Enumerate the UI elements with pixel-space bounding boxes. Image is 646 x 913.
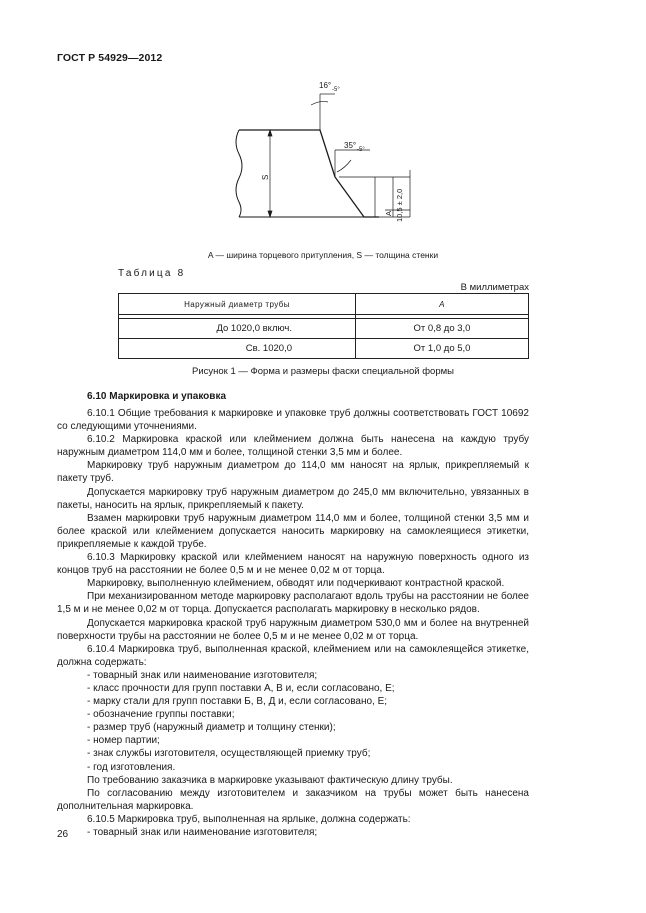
body-text bbox=[57, 407, 529, 839]
table-cell: Св. 1020,0 bbox=[119, 339, 356, 359]
section-title: 6.10 Маркировка и упаковка bbox=[87, 391, 227, 402]
paragraph: 6.10.5 Маркировка труб, выполненная на ярлыке, должна содержать: bbox=[87, 813, 411, 825]
paragraph: 6.10.4 Маркировка труб, выполненная краской, клеймением или на самоклеящейся этикетке, должна содержать: bbox=[57, 643, 529, 668]
paragraph: 6.10.3 Маркировку краской или клеймением наносят на наружную поверхность одного из концов труб на расстоянии не более 0,5 м и не менее 0,02 м от торца. bbox=[57, 552, 529, 577]
table-header-diameter: Наружный диаметр трубы bbox=[119, 294, 356, 315]
angle-mid-tolerance: -5° bbox=[357, 147, 365, 153]
paragraph: 6.10.1 Общие требования к маркировке и упаковке труб должны соответствовать ГОСТ 10692 со следующими уточнениями. bbox=[57, 408, 529, 433]
table-cell: До 1020,0 включ. bbox=[119, 319, 356, 339]
list-item: - обозначение группы поставки; bbox=[87, 709, 235, 721]
thickness-label: S bbox=[261, 174, 270, 180]
paragraph: 6.10.2 Маркировка краской или клеймением должна быть нанесена на каждую трубу наружным диаметром 114,0 мм и более, толщиной стенки 3,5 мм и более. bbox=[57, 434, 529, 459]
list-item: - марку стали для групп поставки Б, В, Д и, если согласовано, Е; bbox=[87, 696, 388, 708]
land-width-label: A bbox=[384, 210, 393, 216]
table-units: В миллиметрах bbox=[460, 282, 529, 293]
list-item: - товарный знак или наименование изготовителя; bbox=[87, 827, 318, 838]
table-label: Таблица 8 bbox=[118, 268, 186, 279]
paragraph: По требованию заказчика в маркировке указывают фактическую длину трубы. bbox=[87, 774, 453, 786]
angle-top-label: 16° bbox=[319, 81, 332, 90]
table-header-row bbox=[119, 294, 529, 315]
figure-legend: A — ширина торцевого притупления, S — толщина стенки bbox=[207, 250, 439, 260]
angle-top-tolerance: -5° bbox=[332, 87, 340, 93]
paragraph: Маркировку труб наружным диаметром до 114,0 мм наносят на ярлык, прикрепляемый к пакету труб. bbox=[57, 460, 529, 485]
list-item: - год изготовления. bbox=[87, 761, 176, 773]
table-cell: От 1,0 до 5,0 bbox=[356, 339, 529, 359]
height-dimension: 10,5 ± 2,0 bbox=[395, 188, 404, 222]
paragraph: По согласованию между изготовителем и заказчиком на трубы может быть нанесена дополнительная маркировка. bbox=[57, 787, 529, 812]
table-row bbox=[119, 339, 529, 359]
bevel-figure bbox=[225, 72, 425, 247]
list-item: - класс прочности для групп поставки А, В и, если согласовано, Е; bbox=[87, 682, 395, 694]
page-number: 26 bbox=[57, 829, 69, 840]
list-item: - размер труб (наружный диаметр и толщину стенки); bbox=[87, 722, 336, 734]
paragraph: Взамен маркировки труб наружным диаметром 114,0 мм и более, толщиной стенки 3,5 мм и более краской или клеймением допускается наносить маркировку на самоклеящиеся этикетки, прикрепляемые к каждой трубе. bbox=[57, 512, 529, 550]
figure-caption: Рисунок 1 — Форма и размеры фаски специальной формы bbox=[192, 366, 454, 377]
paragraph: Допускается маркировку труб наружным диаметром до 245,0 мм включительно, увязанных в пакеты, наносить на ярлык, прикрепляемый к пакету. bbox=[57, 486, 529, 511]
angle-mid-label: 35° bbox=[344, 141, 357, 150]
paragraph: Допускается маркировка краской труб наружным диаметром 530,0 мм и более на внутренней поверхности трубы на расстоянии не более 0,5 м и не менее 0,02 м от торца. bbox=[57, 617, 529, 642]
list-item: - товарный знак или наименование изготовителя; bbox=[87, 669, 318, 681]
table-cell: От 0,8 до 3,0 bbox=[356, 319, 529, 339]
table-row bbox=[119, 319, 529, 339]
document-header: ГОСТ Р 54929—2012 bbox=[57, 52, 163, 64]
list-item: - номер партии; bbox=[87, 735, 160, 747]
table-8 bbox=[118, 293, 529, 359]
paragraph: Маркировку, выполненную клеймением, обводят или подчеркивают контрастной краской. bbox=[87, 578, 505, 590]
table-header-a: A bbox=[356, 294, 529, 315]
paragraph: При механизированном методе маркировку располагают вдоль трубы на расстоянии не более 1,5 м и не менее 0,02 м от торца. Допускается располагать маркировку в несколько рядов. bbox=[57, 591, 529, 616]
pipe-wall-outline bbox=[239, 130, 379, 217]
list-item: - знак службы изготовителя, осуществляющей приемку труб; bbox=[87, 748, 371, 760]
